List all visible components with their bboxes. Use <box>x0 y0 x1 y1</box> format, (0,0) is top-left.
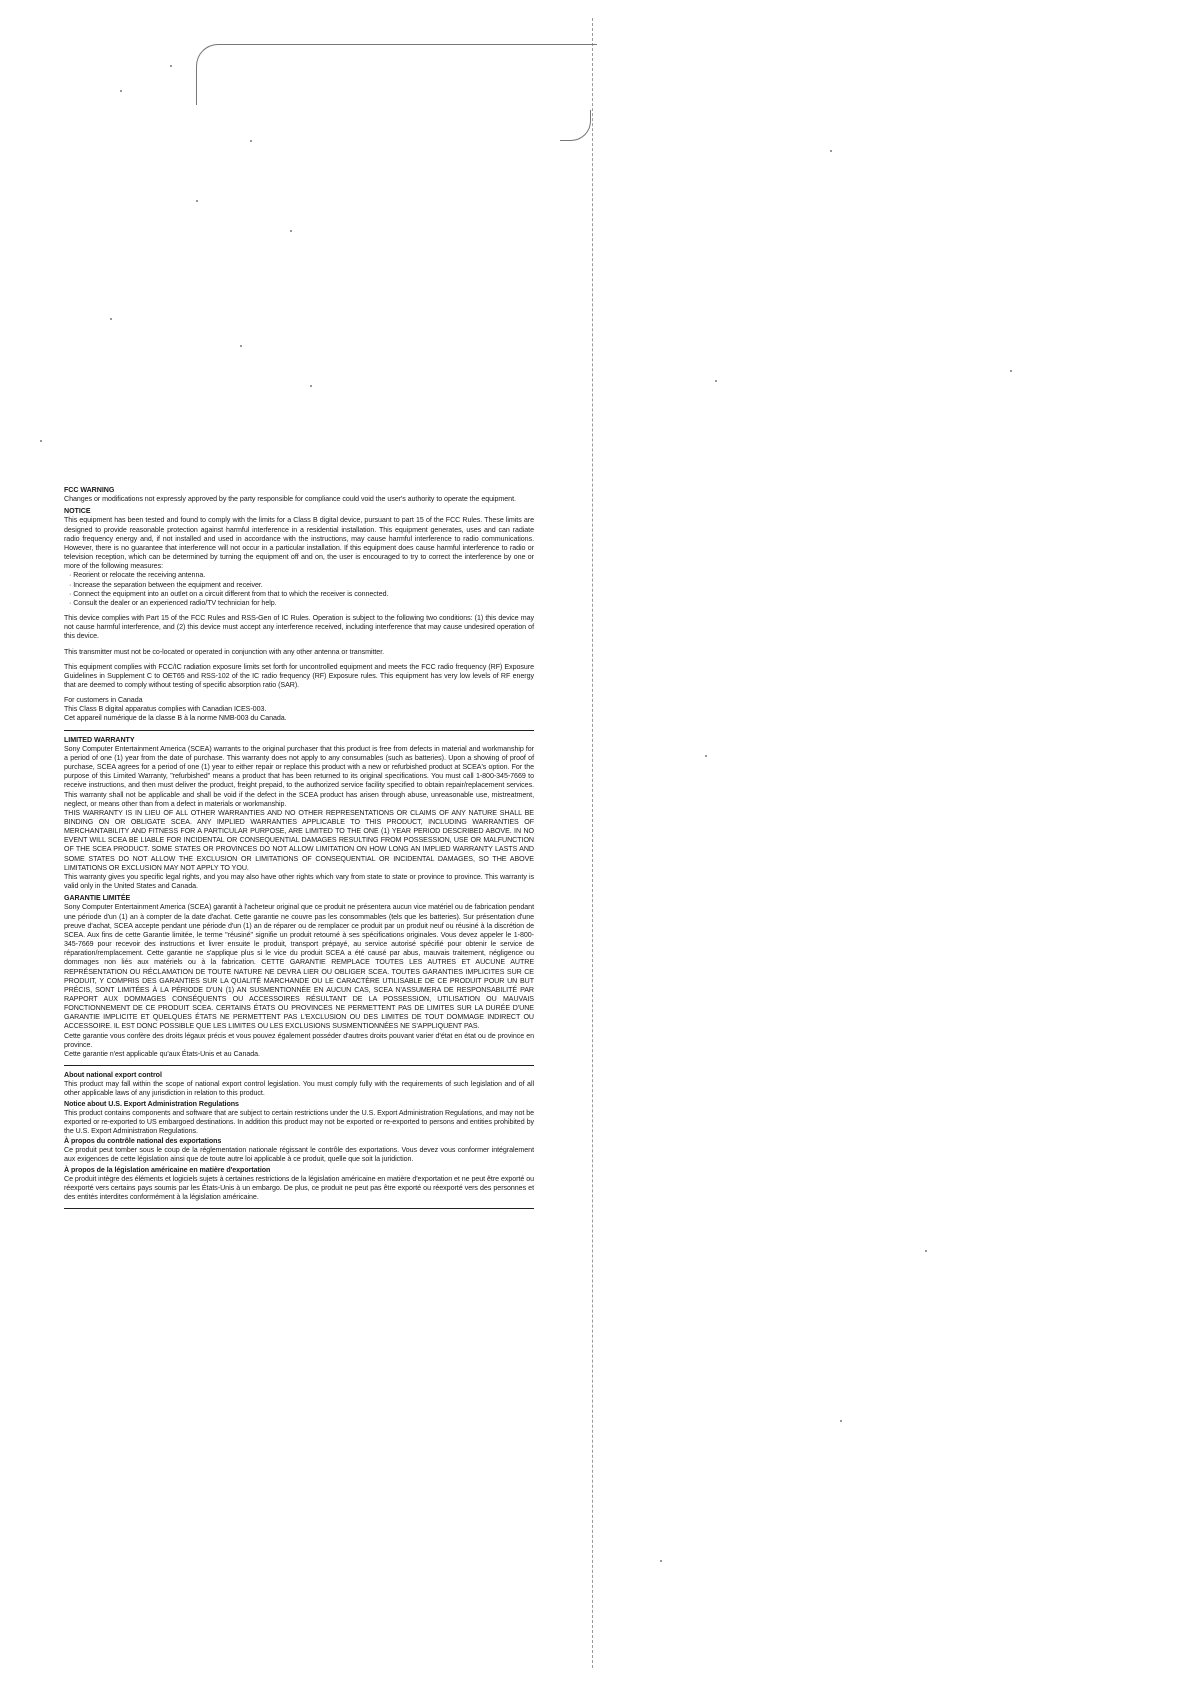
section-divider <box>64 1208 534 1209</box>
scan-speck <box>40 440 42 442</box>
limited-warranty-text: Sony Computer Entertainment America (SCEA) warrants to the original purchaser that this product is free from defects in material and workmanship for a period of one (1) year from the date of purchase. This warranty does not apply to any consumables (such as batteries). Upon a showing of proof of purchase, SCEA agrees for a period of one (1) year to either repair or replace this product with a new or refurbished product at SCEA's option. For the purpose of this Limited Warranty, "refurbished" means a product that has been returned to its original specifications. You must call 1-800-345-7669 to receive instructions, and then must deliver the product, freight prepaid, to the authorized service facility specified to obtain repair/replacement services. This warranty shall not be applicable and shall be void if the defect in the SCEA product has arisen through abuse, unreasonable use, mistreatment, neglect, or means other than from a defect in materials or workmanship. <box>64 744 534 808</box>
scan-speck <box>715 380 717 382</box>
us-export-text: This product contains components and software that are subject to certain restrictions under the U.S. Export Administration Regulations, and may not be exported or re-exported to US embargoed destinations. In addition this product may not be exported or re-exported to persons and entities prohibited by the U.S. Export Administration Regulations. <box>64 1108 534 1135</box>
measure-item: · Increase the separation between the equipment and receiver. <box>69 580 263 589</box>
garantie-text: Sony Computer Entertainment America (SCEA) garantit à l'acheteur original que ce produit ne présentera aucun vice matériel ou de fabrication pendant une période d'un (1) an à compter de la date d'achat. Cette garantie ne couvre pas les consommables (tels que les batteries). Sur présentation d'une preuve d'achat, SCEA accepte pendant une période d'un (1) an de réparer ou de remplacer ce produit par un produit neuf ou réusiné à la discrétion de SCEA. Aux fins de cette Garantie limitée, le terme "réusiné" signifie un produit retourné à ses spécifications originales. Vous devez appeler le 1-800-345-7669 pour recevoir des instructions et livrer ensuite le produit, transport prépayé, au service autorisé spécifié pour obtenir le service de réparation/remplacement. Cette garantie ne s'applique plus si le vice du produit SCEA a été causé par abus, mauvais traitement, négligence ou dommages non liés aux matériels ou à la fabrication. CETTE GARANTIE REMPLACE TOUTES LES AUTRES ET AUCUNE AUTRE REPRÉSENTATION OU RÉCLAMATION DE TOUTE NATURE NE DEVRA LIER OU OBLIGER SCEA. TOUTES GARANTIES IMPLICITES SUR CE PRODUIT, Y COMPRIS DES GARANTIES SUR LA QUALITÉ MARCHANDE OU LE CARACTÈRE UTILISABLE DE CE PRODUIT POUR UN BUT PRÉCIS, SONT LIMITÉES À LA PÉRIODE D'UN (1) AN SUSMENTIONNÉE EN AUCUN CAS, SCEA N'ASSUMERA DE RESPONSABILITÉ PAR RAPPORT AUX DOMMAGES CONSÉQUENTS OU ACCESSOIRES RÉSULTANT DE LA POSSESSION, UTILISATION OU MAUVAIS FONCTIONNEMENT DE CE PRODUIT SCEA. CERTAINS ÉTATS OU PROVINCES NE PERMETTENT PAS DE LIMITES SUR LA DURÉE D'UNE GARANTIE IMPLICITE ET QUELQUES ÉTATS NE PERMETTENT PAS L'EXCLUSION OU DES LIMITES DE TOUT DOMMAGE INDIRECT OU ACCESSOIRE. IL EST DONC POSSIBLE QUE LES LIMITES OU LES EXCLUSIONS SUSMENTIONNÉES NE S'APPLIQUENT PAS. <box>64 903 534 1031</box>
canada-text-fr: Cet appareil numérique de la classe B à la norme NMB-003 du Canada. <box>64 714 287 723</box>
fr-us-export-heading: À propos de la législation américaine en matière d'exportation <box>64 1165 271 1174</box>
tab-outline-tail <box>560 110 591 141</box>
fcc-warning-text: Changes or modifications not expressly approved by the party responsible for compliance could void the user's authority to operate the equipment. <box>64 495 516 504</box>
measure-item: · Consult the dealer or an experienced radio/TV technician for help. <box>69 598 277 607</box>
measure-item: · Reorient or relocate the receiving antenna. <box>69 571 206 580</box>
scan-speck <box>310 385 312 387</box>
fr-us-export-text: Ce produit intègre des éléments et logiciels sujets à certaines restrictions de la législation américaine en matière d'exportation et ne peut être exporté ou réexporté vers certains pays soumis par les États-Unis à un embargo. De plus, ce produit ne peut pas être exporté ou réexporté vers des personnes et des entités interdites conformément à la législation américaine. <box>64 1174 534 1202</box>
limited-warranty-heading: LIMITED WARRANTY <box>64 735 135 744</box>
section-divider <box>64 730 534 731</box>
scan-speck <box>290 230 292 232</box>
export-text: This product may fall within the scope of national export control legislation. You must comply fully with the requirements of such legislation and of all other applicable laws of any jurisdiction in relation to this product. <box>64 1080 534 1098</box>
garantie-heading: GARANTIE LIMITÉE <box>64 894 131 903</box>
fr-export-text: Ce produit peut tomber sous le coup de la réglementation nationale régissant le contrôle des exportations. Vous devez vous conformer intégralement aux exigences de cette législation ainsi que de toute autre loi applicable à ce produit, quelle que soit la juridiction. <box>64 1146 534 1164</box>
measure-item: · Connect the equipment into an outlet on a circuit different from that to which the receiver is connected. <box>69 589 389 598</box>
garantie-rights: Cette garantie vous confère des droits légaux précis et vous pouvez également posséder d'autres droits pouvant varier d'état en état ou de province en province. <box>64 1031 534 1049</box>
section-divider <box>64 1065 534 1066</box>
export-heading: About national export control <box>64 1071 162 1080</box>
notice-heading: NOTICE <box>64 507 91 516</box>
canada-heading: For customers in Canada <box>64 696 143 705</box>
notice-text: This equipment has been tested and found to comply with the limits for a Class B digital device, pursuant to part 15 of the FCC Rules. These limits are designed to provide reasonable protection against harmful interference in a residential installation. This equipment generates, uses and can radiate radio frequency energy and, if not installed and used in accordance with the instructions, may cause harmful interference to radio communications. However, there is no guarantee that interference will not occur in a particular installation. If this equipment does cause harmful interference to radio or television reception, which can be determined by turning the equipment off and on, the user is encouraged to try to correct the interference by one or more of the following measures: <box>64 516 534 571</box>
colocation-text: This transmitter must not be co-located or operated in conjunction with any other antenna or transmitter. <box>64 647 385 656</box>
scan-speck <box>110 318 112 320</box>
scan-speck <box>705 755 707 757</box>
scan-speck <box>830 150 832 152</box>
garantie-validity: Cette garantie n'est applicable qu'aux États-Unis et au Canada. <box>64 1049 260 1058</box>
legal-notice-document <box>64 485 534 1209</box>
part15-text: This device complies with Part 15 of the FCC Rules and RSS-Gen of IC Rules. Operation is subject to the following two conditions: (1) this device may not cause harmful interference, and (2) this device must accept any interference received, including interference that may cause undesired operation of this device. <box>64 614 534 641</box>
fcc-section <box>64 486 534 730</box>
scan-speck <box>250 140 252 142</box>
scan-speck <box>840 1420 842 1422</box>
scan-speck <box>170 65 172 67</box>
scan-speck <box>925 1250 927 1252</box>
scan-speck <box>120 90 122 92</box>
limited-warranty-section <box>64 736 534 1065</box>
export-section <box>64 1071 534 1208</box>
scan-speck <box>1010 370 1012 372</box>
limited-warranty-rights: This warranty gives you specific legal rights, and you may also have other rights which vary from state to state or province to province. This warranty is valid only in the United States and Canada. <box>64 872 534 891</box>
limited-warranty-disclaimer: THIS WARRANTY IS IN LIEU OF ALL OTHER WARRANTIES AND NO OTHER REPRESENTATIONS OR CLAIMS OF ANY NATURE SHALL BE BINDING ON OR OBLIGATE SCEA. ANY IMPLIED WARRANTIES APPLICABLE TO THIS PRODUCT, INCLUDING WARRANTIES OF MERCHANTABILITY AND FITNESS FOR A PARTICULAR PURPOSE, ARE LIMITED TO THE ONE (1) YEAR PERIOD DESCRIBED ABOVE. IN NO EVENT WILL SCEA BE LIABLE FOR INCIDENTAL OR CONSEQUENTIAL DAMAGES RESULTING FROM POSSESSION, USE OR MALFUNCTION OF THE SCEA PRODUCT. SOME STATES OR PROVINCES DO NOT ALLOW LIMITATION ON HOW LONG AN IMPLIED WARRANTY LASTS AND SOME STATES DO NOT ALLOW THE EXCLUSION OR LIMITATIONS OF CONSEQUENTIAL OR INCIDENTAL DAMAGES, SO THE ABOVE LIMITATIONS OR EXCLUSION MAY NOT APPLY TO YOU. <box>64 808 534 872</box>
fr-export-heading: À propos du contrôle national des exportations <box>64 1137 222 1146</box>
scan-speck <box>660 1560 662 1562</box>
scan-speck <box>196 200 198 202</box>
fold-line <box>592 18 593 1668</box>
canada-text-en: This Class B digital apparatus complies with Canadian ICES-003. <box>64 705 267 714</box>
scan-speck <box>240 345 242 347</box>
tab-outline <box>196 44 597 105</box>
us-export-heading: Notice about U.S. Export Administration Regulations <box>64 1099 239 1108</box>
rf-exposure-text: This equipment complies with FCC/IC radiation exposure limits set forth for uncontrolled equipment and meets the FCC radio frequency (RF) Exposure Guidelines in Supplement C to OET65 and RSS-102 of the IC radio frequency (RF) Exposure rules. This equipment has very low levels of RF energy that are deemed to comply without testing of specific absorption ratio (SAR). <box>64 662 534 689</box>
fcc-warning-heading: FCC WARNING <box>64 486 115 494</box>
